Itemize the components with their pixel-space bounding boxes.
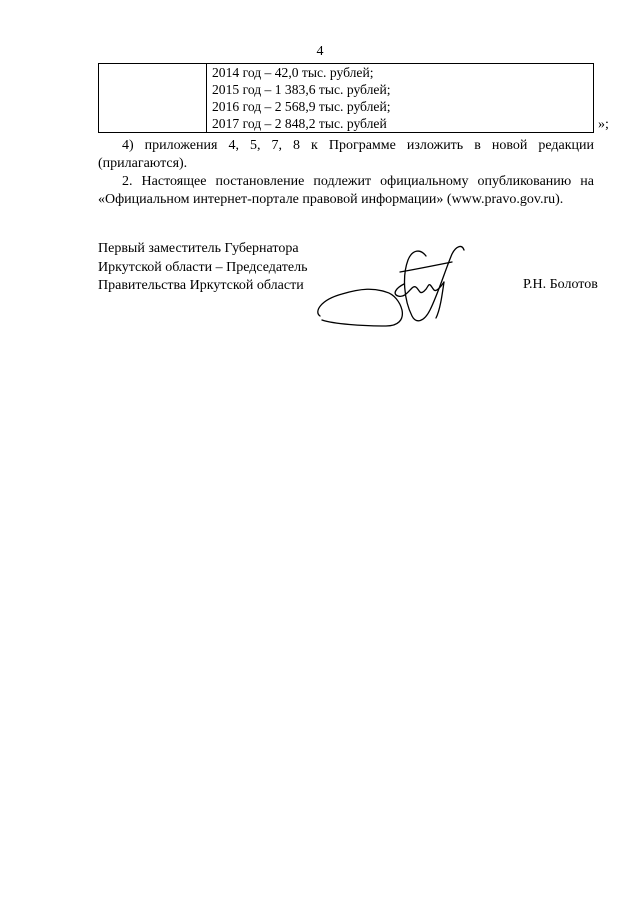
funding-line-2016: 2016 год – 2 568,9 тыс. рублей; <box>212 99 391 114</box>
paragraph-item-4-line-1: 4) приложения 4, 5, 7, 8 к Программе изложить в новой редакции <box>122 138 594 153</box>
paragraph-item-2-line-2: «Официальном интернет-портале правовой информации» (www.pravo.gov.ru). <box>98 192 564 207</box>
signatory-title-line-1: Первый заместитель Губернатора <box>98 241 299 256</box>
paragraph-item-2-line-1: 2. Настоящее постановление подлежит официальному опубликованию на <box>122 174 594 189</box>
table-left-cell <box>99 64 207 133</box>
funding-line-2015: 2015 год – 1 383,6 тыс. рублей; <box>212 82 391 97</box>
signatory-name: Р.Н. Болотов <box>523 277 598 292</box>
paragraph-item-2 <box>98 173 594 209</box>
paragraph-item-4 <box>98 137 594 173</box>
funding-line-2017: 2017 год – 2 848,2 тыс. рублей <box>212 116 387 131</box>
signatory-title <box>98 240 307 296</box>
table-row <box>99 64 594 133</box>
closing-quote: »; <box>598 117 609 132</box>
funding-line-2014: 2014 год – 42,0 тыс. рублей; <box>212 65 374 80</box>
handwritten-signature-icon <box>312 236 472 328</box>
signatory-title-line-3: Правительства Иркутской области <box>98 278 304 293</box>
page-number: 4 <box>316 44 324 59</box>
funding-table <box>98 63 594 133</box>
paragraph-item-4-line-2: (прилагаются). <box>98 156 188 171</box>
signatory-title-line-2: Иркутской области – Председатель <box>98 259 308 275</box>
table-right-cell <box>207 64 594 133</box>
